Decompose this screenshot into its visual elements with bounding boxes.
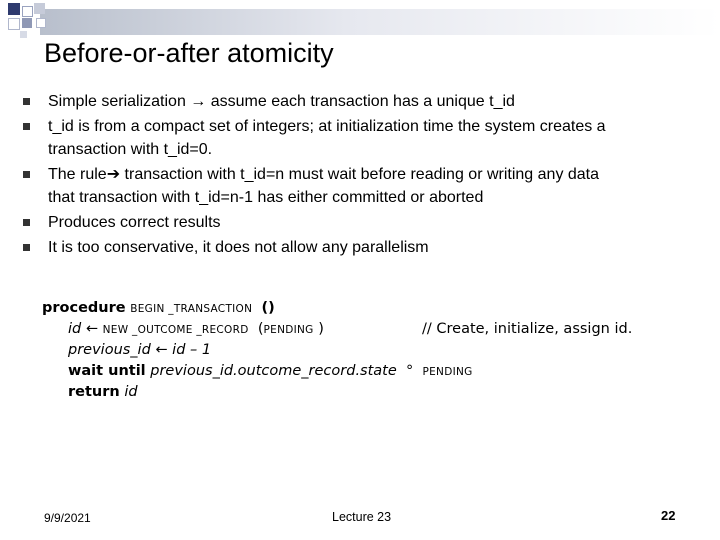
bullet-text: The rule➔ transaction with t_id=n must wait before reading or writing any data <box>48 166 600 183</box>
bullet-item <box>20 115 710 161</box>
footer-date: 9/9/2021 <box>44 511 91 525</box>
procedure-code-block <box>42 298 702 403</box>
bullet-text: Simple serialization → assume each transaction has a unique t_id <box>48 93 515 110</box>
deco-square <box>8 3 20 15</box>
assign-arrow-icon: ← <box>155 342 168 358</box>
deco-square <box>22 18 32 28</box>
code-expression: previous_id.outcome_record.state <box>150 363 397 379</box>
code-line <box>42 382 702 403</box>
bullet-item <box>20 211 710 234</box>
square-bullet-icon <box>23 98 30 105</box>
bullet-text: It is too conservative, it does not allow any parallelism <box>48 239 429 256</box>
code-operator: ° <box>406 363 414 379</box>
code-paren-close: ) <box>318 321 324 337</box>
slide-title: Before-or-after atomicity <box>44 38 334 68</box>
deco-square <box>8 18 20 30</box>
code-comment: // Create, initialize, assign id. <box>422 321 633 337</box>
bullet-item <box>20 90 710 113</box>
bullet-item <box>20 236 710 259</box>
deco-square <box>36 18 46 28</box>
code-function: NEW _OUTCOME _RECORD <box>102 324 249 336</box>
code-line <box>42 340 702 361</box>
page-number: 22 <box>661 508 676 523</box>
bullet-text: transaction with t_id=0. <box>48 141 213 158</box>
code-argument: PENDING <box>263 324 314 336</box>
square-bullet-icon <box>23 244 30 251</box>
code-variable: previous_id <box>68 342 151 358</box>
square-bullet-icon <box>23 171 30 178</box>
code-line <box>42 361 702 382</box>
code-keyword: procedure <box>42 300 126 316</box>
header-gradient-bar <box>40 9 720 35</box>
code-value: PENDING <box>422 366 473 378</box>
deco-square <box>20 31 27 38</box>
square-bullet-icon <box>23 123 30 130</box>
code-parens: () <box>261 300 275 316</box>
footer-lecture: Lecture 23 <box>332 510 392 524</box>
code-paren-open: ( <box>257 321 264 337</box>
code-keyword: wait until <box>68 363 146 379</box>
procedure-name: BEGIN _TRANSACTION <box>130 303 253 315</box>
bullet-text: Produces correct results <box>48 214 221 231</box>
bullet-text: t_id is from a compact set of integers; at initialization time the system creates a <box>48 118 606 135</box>
code-expression: id – 1 <box>172 342 212 358</box>
deco-square <box>22 6 33 17</box>
code-line <box>42 319 702 340</box>
deco-square <box>34 3 45 14</box>
code-line <box>42 298 702 319</box>
code-keyword: return <box>68 384 120 400</box>
assign-arrow-icon: ← <box>85 321 98 337</box>
bullet-list <box>20 90 710 261</box>
bullet-item <box>20 163 710 209</box>
header-decoration <box>0 0 720 40</box>
square-bullet-icon <box>23 219 30 226</box>
bullet-text: that transaction with t_id=n-1 has either committed or aborted <box>48 189 484 206</box>
code-variable: id <box>124 384 138 400</box>
code-variable: id <box>68 321 82 337</box>
